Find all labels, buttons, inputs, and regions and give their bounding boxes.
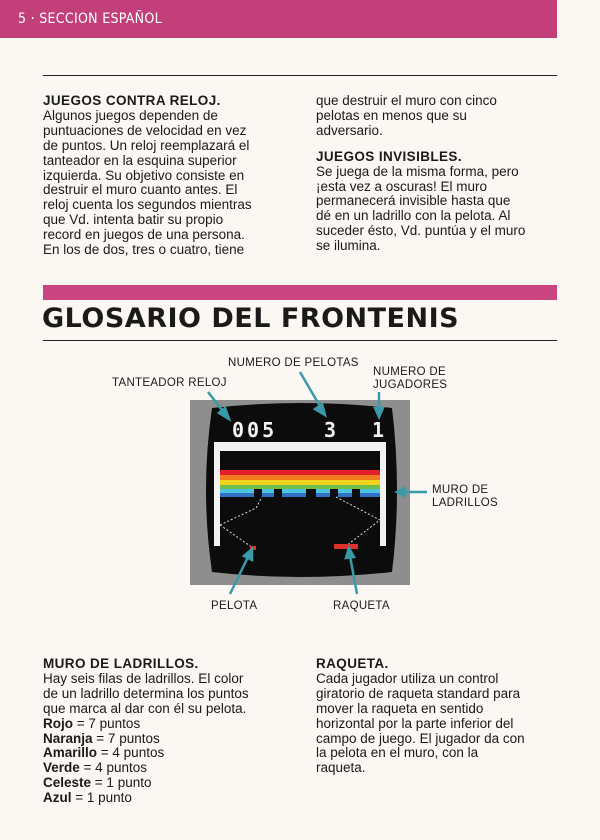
right-wall [380,442,386,546]
points-color: Rojo [43,715,73,731]
text-line: mover la raqueta en sentido [316,700,484,716]
label-numero-de: NUMERO DE [373,366,446,378]
text-line: tanteador en la esquina superior [43,152,237,168]
text-line: Cada jugador utiliza un control [316,670,499,686]
text-line: record en juegos de una persona. [43,227,245,243]
left-wall [214,442,220,546]
text-line: Algunos juegos dependen de [43,107,218,123]
text-line: destruir el muro cuanto antes. El [43,182,238,198]
points-row [43,732,303,747]
points-value: = 1 punto [94,775,152,791]
brick-row-green [220,485,380,489]
brick-gap [330,489,338,497]
points-color: Celeste [43,775,92,791]
brick-row-orange [220,475,380,480]
text-line: horizontal por la parte inferior del [316,715,514,731]
text-line: se ilumina. [316,238,381,254]
label-jugadores: JUGADORES [373,379,448,391]
text-line: campo de juego. El jugador da con [316,730,525,746]
text-line: Hay seis filas de ladrillos. El color [43,670,244,686]
text-line: Se juega de la misma forma, pero [316,163,519,179]
brick-row-red [220,470,380,475]
text-line: de un ladrillo determina los puntos [43,685,249,701]
heading-juegos-invisibles: JUEGOS INVISIBLES. [316,148,462,164]
label-tanteador-reloj: TANTEADOR RELOJ [112,377,227,389]
brick-gap [274,489,282,497]
text-line: suceder ésto, Vd. puntúa y el muro [316,223,526,239]
brick-row-yellow [220,480,380,485]
points-color: Naranja [43,730,93,746]
text-line: de puntos. Un reloj reemplazará el [43,137,250,153]
players-readout: 1 [372,418,385,442]
section-header: 5 · SECCION ESPAÑOL [18,11,162,27]
text-line: permanecerá invisible hasta que [316,193,511,209]
text-line: En los de dos, tres o cuatro, tiene [43,242,245,258]
text-line: la pelota en el muro, con la [316,745,479,761]
label-pelota: PELOTA [211,600,258,612]
points-color: Amarillo [43,745,98,761]
glossary-title: GLOSARIO DEL FRONTENIS [42,303,460,334]
text-line: adversario. [316,122,383,138]
label-raqueta: RAQUETA [333,600,390,612]
paddle [334,544,358,549]
text-line: que Vd. intenta batir su propio [43,212,224,228]
label-ladrillos: LADRILLOS [432,497,498,509]
points-value: = 7 puntos [96,730,160,746]
points-value: = 1 punto [75,790,132,806]
text-line: puntuaciones de velocidad en vez [43,122,247,138]
points-row [43,717,303,732]
text-line: que marca al dar con él su pelota. [43,700,247,716]
balls-readout: 3 [324,418,337,442]
heading-juegos-contra-reloj: JUEGOS CONTRA RELOJ. [43,93,221,108]
points-color: Azul [43,790,72,806]
heading-raqueta: RAQUETA. [316,656,389,671]
score-readout: 005 [232,418,278,442]
points-row [43,761,303,776]
points-table [43,717,303,806]
points-color: Verde [43,760,80,776]
brick-gap [352,489,360,497]
text-line: reloj cuenta los segundos mientras [43,197,252,213]
text-line: izquierda. Su objetivo consiste en [43,167,245,183]
text-line: dé en un ladrillo con la pelota. Al [316,208,511,224]
label-numero-de-pelotas: NUMERO DE PELOTAS [228,357,359,369]
col-raqueta [316,657,561,776]
text-line: giratorio de raqueta standard para [316,685,521,701]
brick-gap [306,489,316,497]
points-value: = 4 puntos [83,760,147,776]
text-line: ¡esta vez a oscuras! El muro [316,178,488,194]
points-row [43,746,303,761]
points-row [43,791,303,806]
points-row [43,776,303,791]
text-line: raqueta. [316,760,366,776]
points-value: = 4 puntos [100,745,165,761]
points-value: = 7 puntos [76,715,141,731]
brick-gap [254,489,262,497]
label-muro-de: MURO DE [432,484,489,496]
text-line: que destruir el muro con cinco [316,93,497,108]
text-line: pelotas en menos que su [316,107,467,123]
col-muro [43,657,303,806]
heading-muro-de-ladrillos: MURO DE LADRILLOS. [43,656,199,671]
top-wall [214,442,386,451]
